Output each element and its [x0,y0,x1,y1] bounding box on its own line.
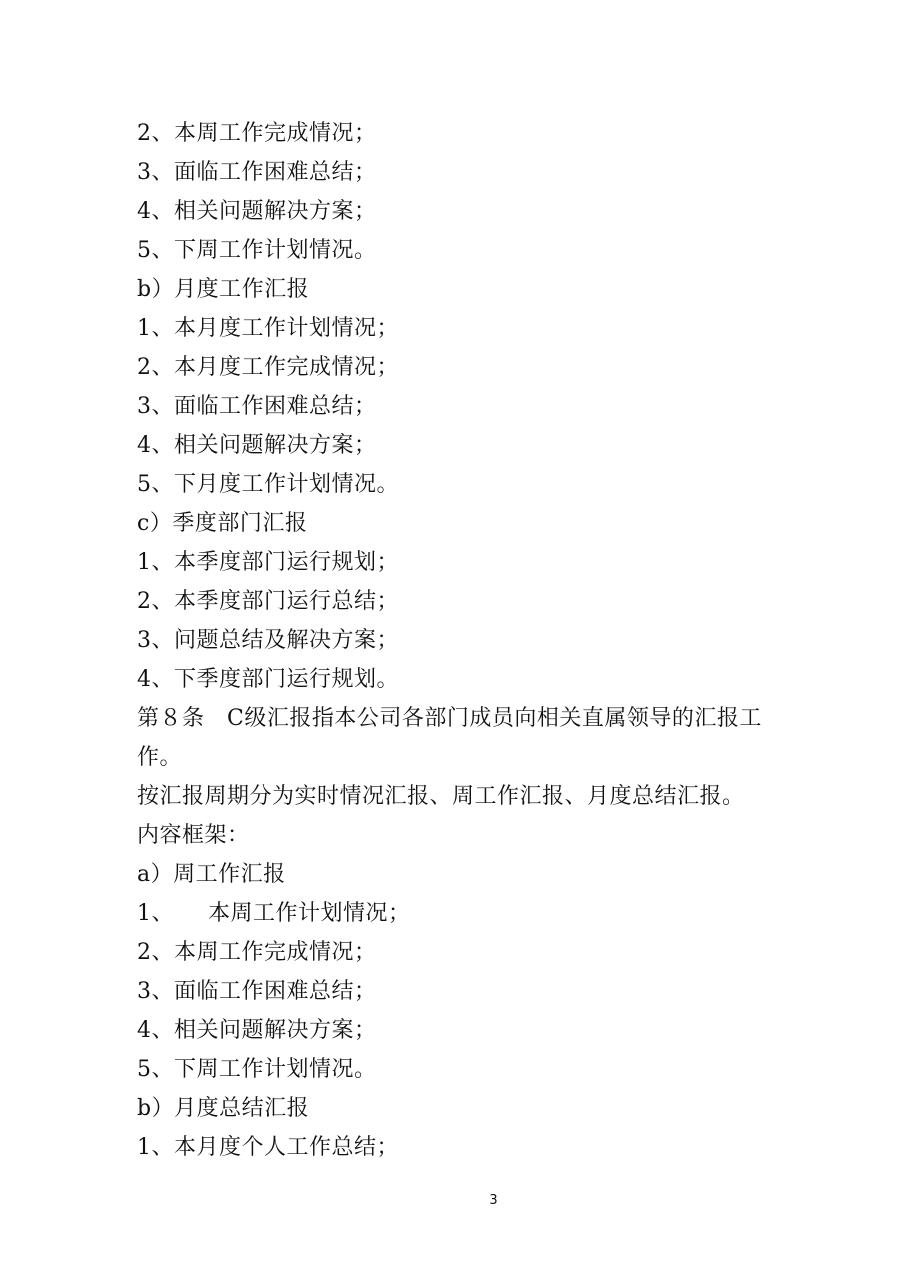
text-line: 4、下季度部门运行规划。 [137,667,399,692]
text-line: 3、问题总结及解决方案； [137,628,399,653]
text-line: 3、面临工作困难总结； [137,979,377,1004]
text-line: 5、下周工作计划情况。 [137,238,377,263]
text-line: 4、相关问题解决方案； [137,433,377,458]
text-line: 内容框架： [137,823,250,848]
text-line: 按汇报周期分为实时情况汇报、周工作汇报、月度总结汇报。 [137,784,745,809]
page-number: 3 [489,1193,498,1208]
text-line: 2、本周工作完成情况； [137,940,377,965]
article-heading: 第８条 C级汇报指本公司各部门成员向相关直属领导的汇报工 [137,706,762,731]
section-heading: a）周工作汇报 [137,862,286,887]
text-line: 2、本季度部门运行总结； [137,589,399,614]
text-line: 1、本季度部门运行规划； [137,550,399,575]
text-line: 1、 本周工作计划情况； [137,901,411,926]
text-line: 1、本月度个人工作总结； [137,1135,399,1160]
text-line: 3、面临工作困难总结； [137,394,377,419]
text-line: 4、相关问题解决方案； [137,1018,377,1043]
section-heading: c）季度部门汇报 [137,511,308,536]
section-heading: b）月度总结汇报 [137,1096,310,1121]
text-line: 4、相关问题解决方案； [137,199,377,224]
text-line: 5、下周工作计划情况。 [137,1057,377,1082]
text-line: 作。 [137,745,183,770]
section-heading: b）月度工作汇报 [137,277,310,302]
text-line: 3、面临工作困难总结； [137,160,377,185]
text-line: 5、下月度工作计划情况。 [137,472,399,497]
text-line: 1、本月度工作计划情况； [137,316,399,341]
text-line: 2、本月度工作完成情况； [137,355,399,380]
text-line: 2、本周工作完成情况； [137,121,377,146]
document-body [137,114,797,1167]
